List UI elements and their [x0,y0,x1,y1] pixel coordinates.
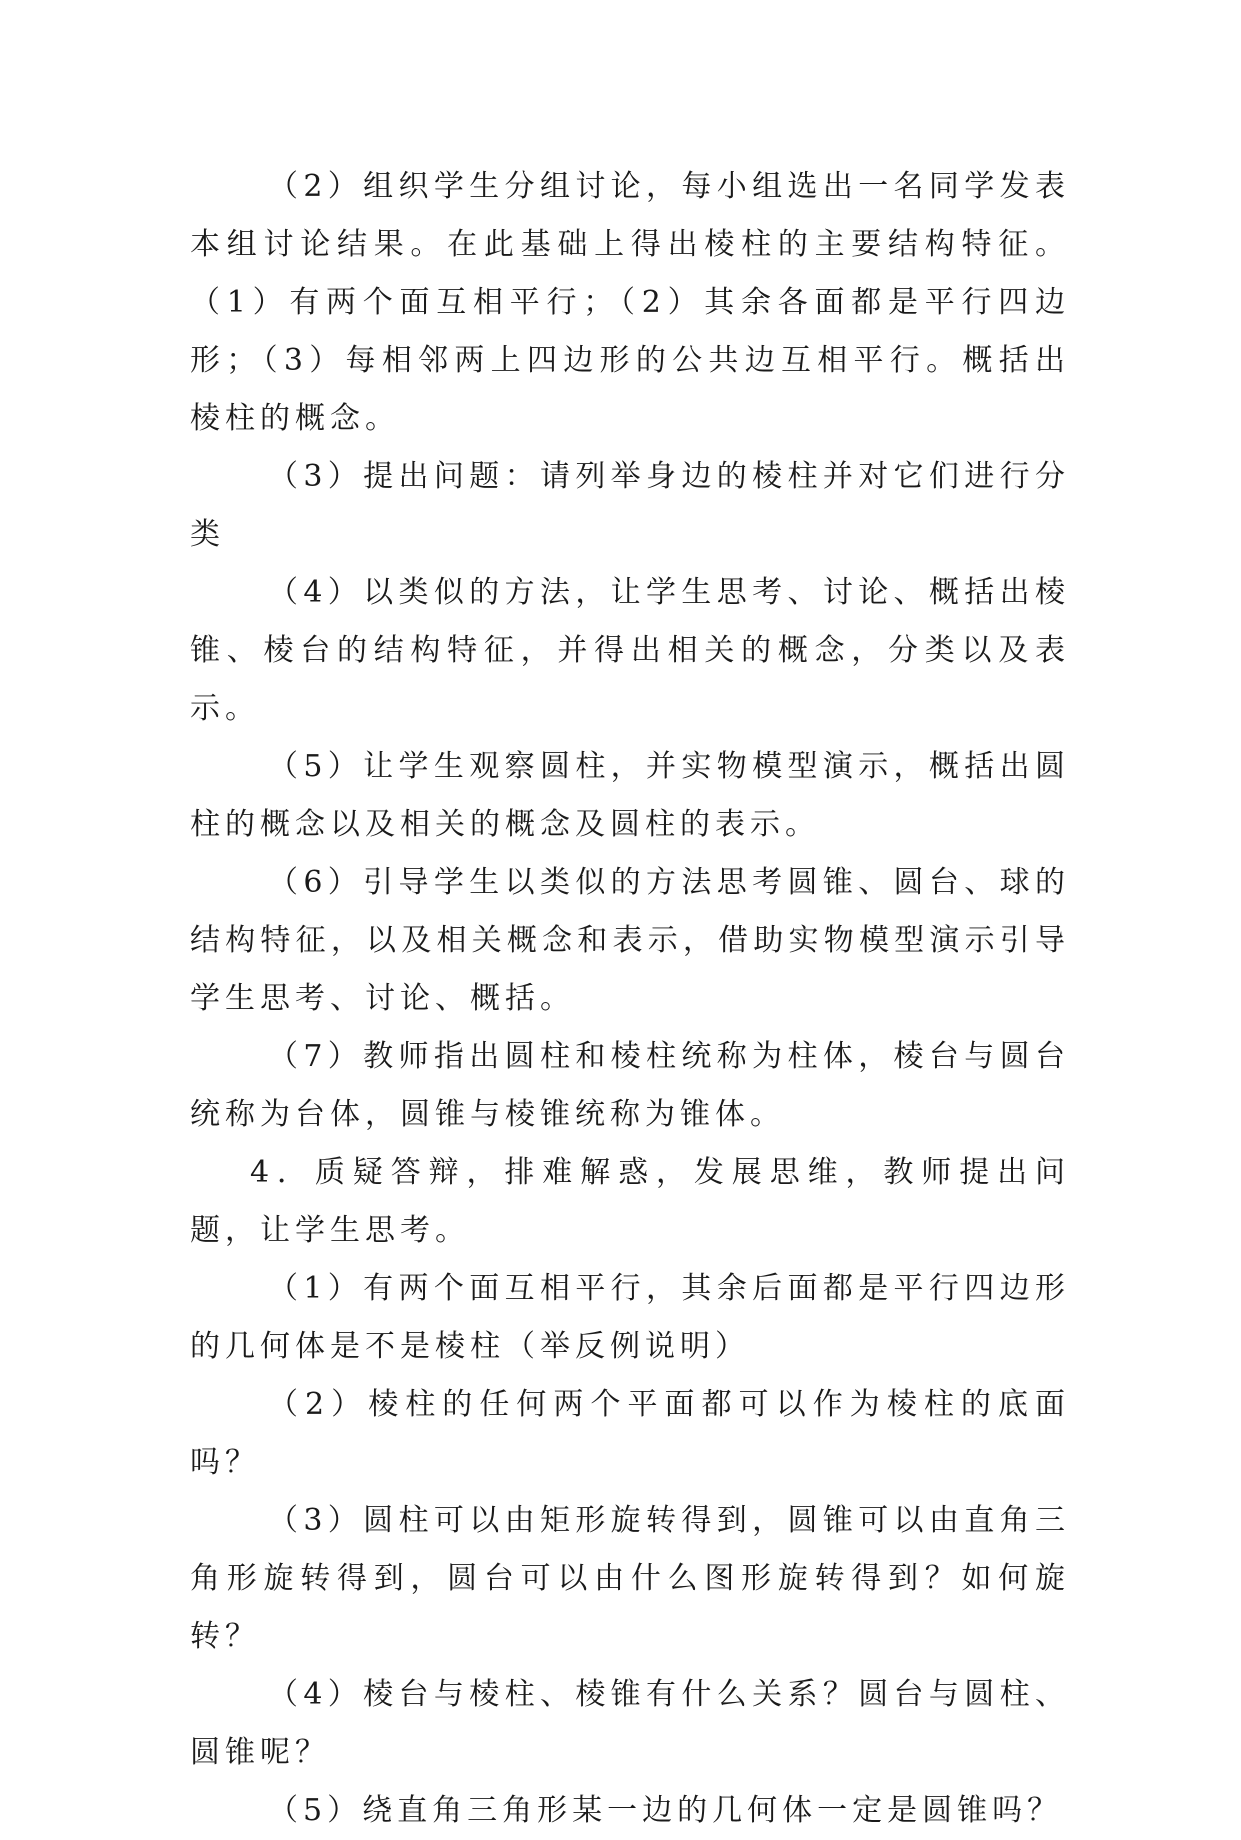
paragraph-cone-frustum-sphere: （6）引导学生以类似的方法思考圆锥、圆台、球的结构特征，以及相关概念和表示，借助实物模型演示引导学生思考、讨论、概括。 [190,865,1070,1016]
paragraph-classify-prisms: （3）提出问题：请列举身边的棱柱并对它们进行分类 [190,459,1070,552]
paragraph-cylinder: （5）让学生观察圆柱，并实物模型演示，概括出圆柱的概念以及相关的概念及圆柱的表示。 [190,749,1070,842]
paragraph-group-discussion: （2）组织学生分组讨论，每小组选出一名同学发表本组讨论结果。在此基础上得出棱柱的主要结构特征。（1）有两个面互相平行；（2）其余各面都是平行四边形；（3）每相邻两上四边形的公共边互相平行。概括出棱柱的概念。 [190,169,1070,436]
question-1: （1）有两个面互相平行，其余后面都是平行四边形的几何体是不是棱柱（举反例说明） [190,1271,1070,1364]
question-4: （4）棱台与棱柱、棱锥有什么关系？圆台与圆柱、圆锥呢？ [190,1677,1070,1770]
question-3: （3）圆柱可以由矩形旋转得到，圆锥可以由直角三角形旋转得到，圆台可以由什么图形旋转得到？如何旋转？ [190,1503,1070,1654]
section-heading-4: 4．质疑答辩，排难解惑，发展思维，教师提出问题，让学生思考。 [190,1155,1070,1248]
paragraph-pyramid-frustum: （4）以类似的方法，让学生思考、讨论、概括出棱锥、棱台的结构特征，并得出相关的概念，分类以及表示。 [190,575,1070,726]
question-2: （2）棱柱的任何两个平面都可以作为棱柱的底面吗？ [190,1387,1070,1480]
document-body [190,158,1070,1840]
paragraph-solid-categories: （7）教师指出圆柱和棱柱统称为柱体，棱台与圆台统称为台体，圆锥与棱锥统称为锥体。 [190,1039,1070,1132]
question-5: （5）绕直角三角形某一边的几何体一定是圆锥吗？ [268,1793,1063,1828]
